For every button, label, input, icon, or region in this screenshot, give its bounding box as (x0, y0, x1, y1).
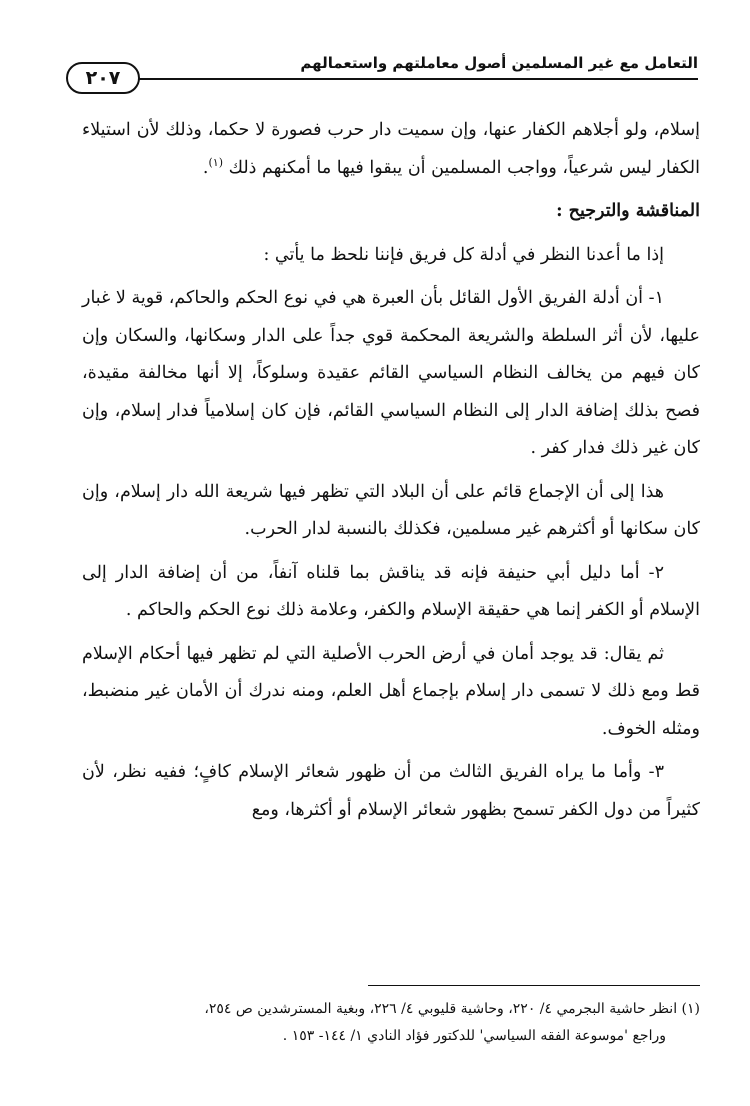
paragraph-5: ٢- أما دليل أبي حنيفة فإنه قد يناقش بما قلناه آنفاً، من أن إضافة الدار إلى الإسلام أو الكفر إنما هي حقيقة الإسلام والكفر، وعلامة ذلك نوع الحكم والحاكم . (82, 562, 700, 620)
footnote-1-line-2: وراجع 'موسوعة الفقه السياسي' للدكتور فؤاد النادي ١/ ١٤٤- ١٥٣ . (282, 1028, 666, 1044)
running-header (66, 52, 698, 92)
footnote-reference: (١) (208, 155, 224, 169)
paragraph-2: إذا ما أعدنا النظر في أدلة كل فريق فإننا نلحظ ما يأتي : (263, 244, 664, 265)
footnotes (70, 996, 700, 1050)
paragraph-1 (82, 112, 700, 187)
paragraph-1-end: . (202, 157, 209, 178)
main-text (82, 112, 700, 835)
paragraph-1-text: إسلام، ولو أجلاهم الكفار عنها، وإن سميت دار حرب فصورة لا حكما، وذلك لأن استيلاء الكفار ليس شرعياً، وواجب المسلمين أن يبقوا فيها ما أمكنهم ذلك (82, 120, 700, 178)
header-title: التعامل مع غير المسلمين أصول معاملتهم واستعمالهم (300, 54, 698, 72)
paragraph-4: هذا إلى أن الإجماع قائم على أن البلاد التي تظهر فيها شريعة الله دار إسلام، وإن كان سكانها أو أكثرهم غير مسلمين، فكذلك بالنسبة لدار الحرب. (82, 481, 700, 539)
page-number: ٢٠٧ (66, 62, 140, 94)
paragraph-7: ٣- وأما ما يراه الفريق الثالث من أن ظهور شعائر الإسلام كافٍ؛ ففيه نظر، لأن كثيراً من دول الكفر تسمح بظهور شعائر الإسلام أو أكثرها، ومع (82, 762, 700, 820)
footnote-1-line-1: (١) انظر حاشية البجرمي ٤/ ٢٢٠، وحاشية قليوبي ٤/ ٢٢٦، وبغية المسترشدين ص ٢٥٤، (204, 1001, 700, 1017)
header-rule (126, 78, 698, 80)
footnote-separator (368, 985, 700, 986)
section-heading: المناقشة والترجيح : (556, 201, 700, 221)
paragraph-6: ثم يقال: قد يوجد أمان في أرض الحرب الأصلية التي لم تظهر فيها أحكام الإسلام قط ومع ذلك لا تسمى دار إسلام بإجماع أهل العلم، ومنه ندرك أن الأمان غير منضبط، ومثله الخوف. (82, 643, 700, 739)
paragraph-3: ١- أن أدلة الفريق الأول القائل بأن العبرة هي في نوع الحكم والحاكم، قوية لا غبار عليها، لأن أثر السلطة والشريعة المحكمة قوي جداً على الدار وسكانها، والسكان وإن كان فيهم من يخالف النظام السياسي القائم عقيدة وسلوكاً، إلا أنها مخالفة مقيدة، فصح بذلك إضافة الدار إلى النظام السياسي القائم، فإن كان إسلامياً فدار إسلام، وإن كان غير ذلك فدار كفر . (82, 288, 700, 458)
